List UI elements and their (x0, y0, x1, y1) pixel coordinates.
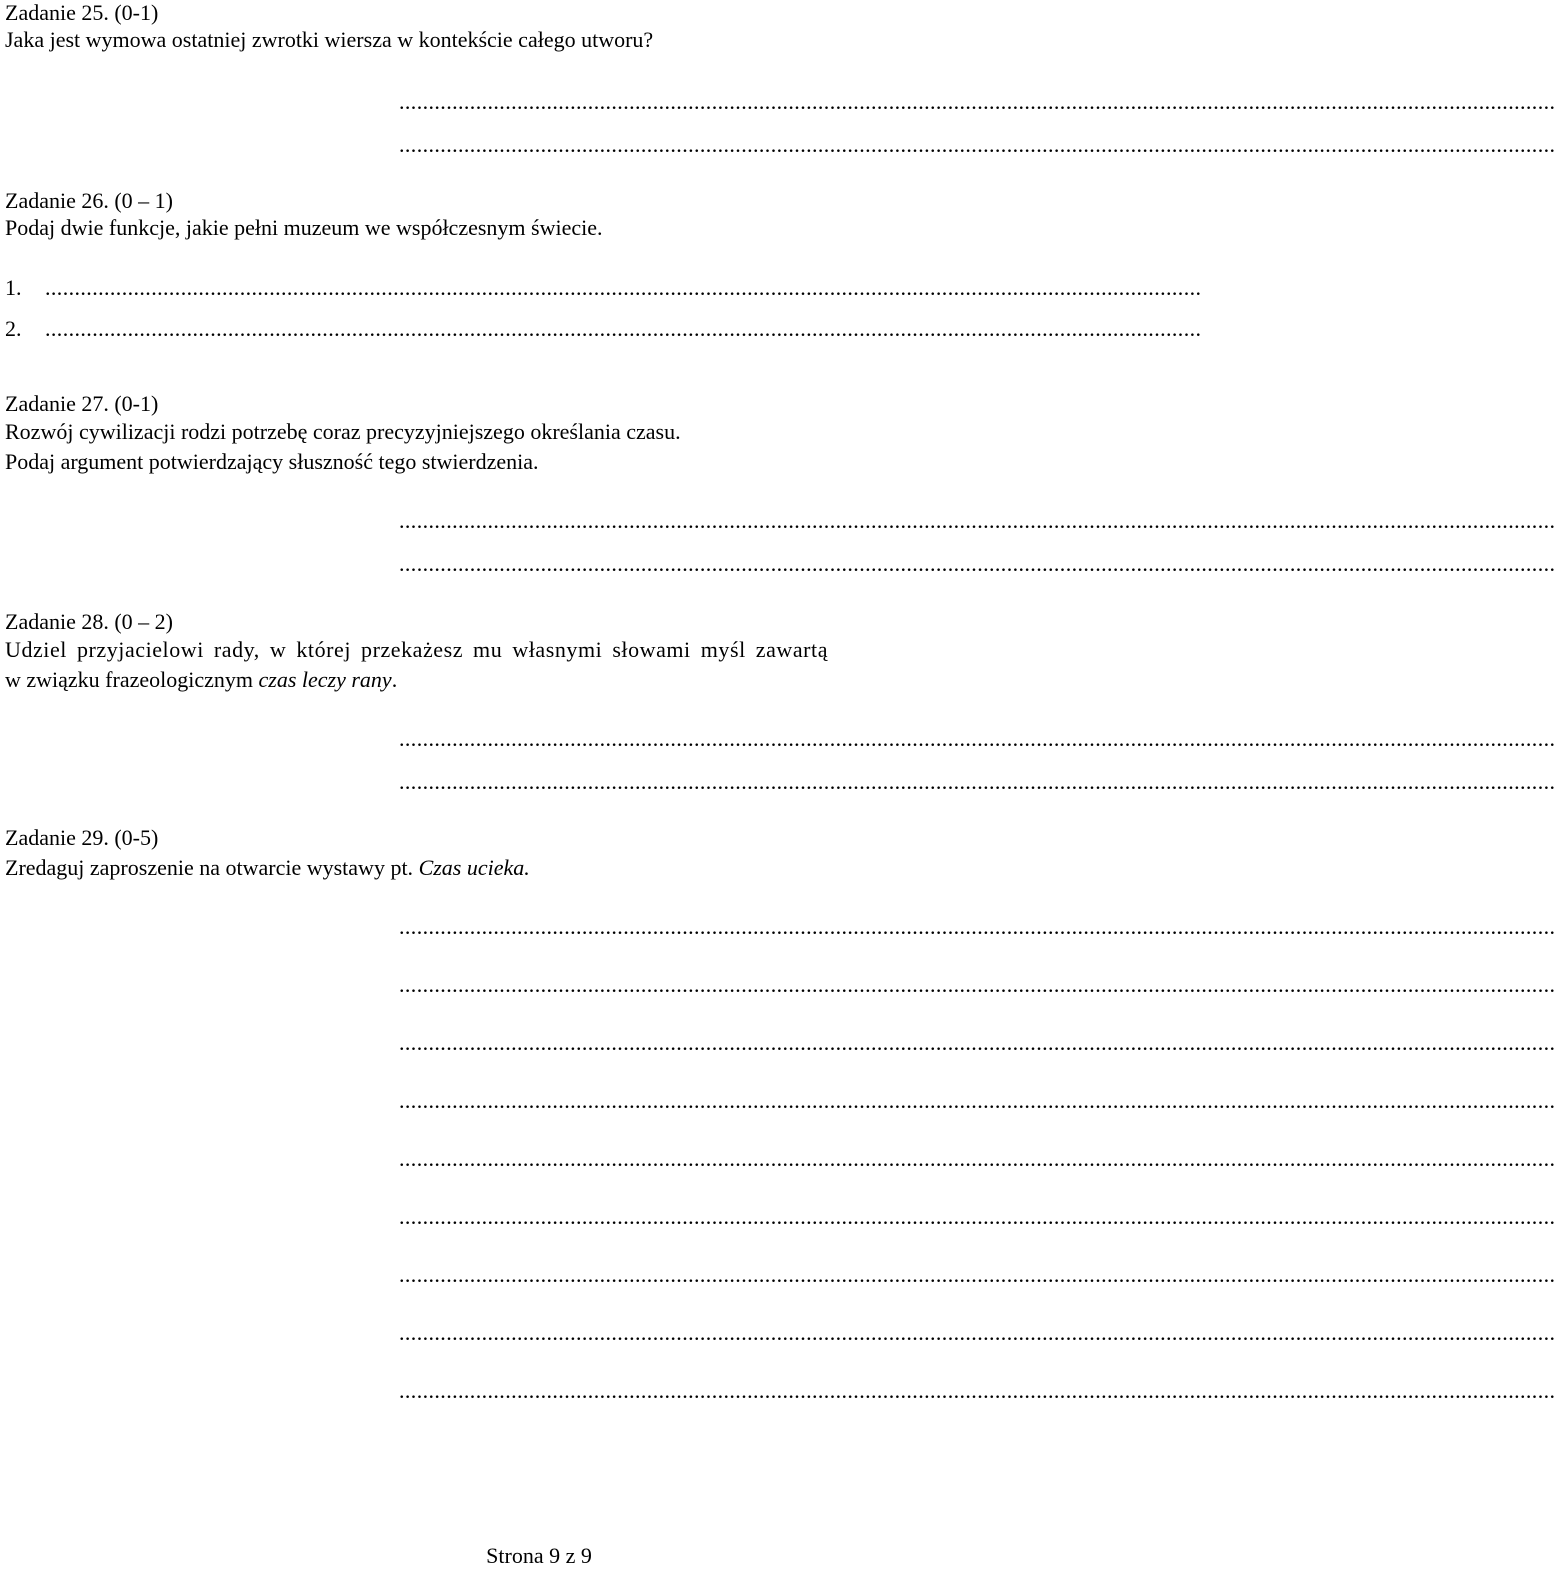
task-25-question: Jaka jest wymowa ostatniej zwrotki wiersza w kontekście całego utworu? (5, 27, 654, 52)
task-28-question-line2 (5, 667, 397, 693)
answer-line[interactable]: .................................................................................................................................................................................................... (399, 1146, 1555, 1171)
answer-line[interactable]: .................................................................................................................................................................................................... (399, 769, 1555, 794)
answer-line[interactable]: .................................................................................................................................................................................................... (399, 972, 1555, 997)
task-29-title: Zadanie 29. (0-5) (5, 825, 159, 850)
task-27-title: Zadanie 27. (0-1) (5, 391, 159, 416)
task-28-question-suffix: . (391, 667, 398, 692)
task-28-question-line1 (5, 637, 828, 663)
answer-line[interactable]: .................................................................................................................................................................................................... (399, 726, 1555, 751)
task-29-question-prefix: Zredaguj zaproszenie na otwarcie wystawy pt. (5, 855, 419, 880)
answer-line[interactable]: .................................................................................................................................................................................................... (45, 316, 1202, 341)
task-26-title: Zadanie 26. (0 – 1) (5, 188, 173, 213)
answer-line[interactable]: .................................................................................................................................................................................................... (399, 508, 1555, 533)
answer-line[interactable]: .................................................................................................................................................................................................... (399, 914, 1555, 939)
answer-line[interactable]: .................................................................................................................................................................................................... (399, 1320, 1555, 1345)
task-28-question-prefix: w związku frazeologicznym (5, 667, 259, 692)
numbered-answer-1[interactable] (5, 275, 1202, 300)
task-27-question-line1: Rozwój cywilizacji rodzi potrzebę coraz precyzyjniejszego określania czasu. (5, 419, 681, 444)
answer-line[interactable]: .................................................................................................................................................................................................... (399, 1204, 1555, 1229)
answer-number: 2. (5, 316, 22, 341)
answer-line[interactable]: .................................................................................................................................................................................................... (399, 89, 1555, 114)
page-number: Strona 9 z 9 (486, 1543, 592, 1568)
numbered-answer-2[interactable] (5, 316, 1202, 341)
answer-line[interactable]: .................................................................................................................................................................................................... (45, 275, 1202, 300)
task-28-title: Zadanie 28. (0 – 2) (5, 609, 173, 634)
task-26-question: Podaj dwie funkcje, jakie pełni muzeum we współczesnym świecie. (5, 215, 603, 240)
answer-line[interactable]: .................................................................................................................................................................................................... (399, 1262, 1555, 1287)
answer-line[interactable]: .................................................................................................................................................................................................... (399, 1030, 1555, 1055)
answer-number: 1. (5, 275, 22, 300)
task-29-exhibition-title: Czas ucieka. (418, 855, 530, 880)
task-25-title: Zadanie 25. (0-1) (5, 0, 159, 25)
task-28-question-line1-text: Udziel przyjacielowi rady, w której przekażesz mu własnymi słowami myśl zawartą (5, 637, 829, 662)
task-28-phrase: czas leczy rany (258, 667, 392, 692)
answer-line[interactable]: .................................................................................................................................................................................................... (399, 1378, 1555, 1403)
task-27-question-line2: Podaj argument potwierdzający słuszność tego stwierdzenia. (5, 449, 539, 474)
answer-line[interactable]: .................................................................................................................................................................................................... (399, 1088, 1555, 1113)
task-29-question (5, 855, 530, 881)
answer-line[interactable]: .................................................................................................................................................................................................... (399, 551, 1555, 576)
answer-line[interactable]: .................................................................................................................................................................................................... (399, 132, 1555, 157)
